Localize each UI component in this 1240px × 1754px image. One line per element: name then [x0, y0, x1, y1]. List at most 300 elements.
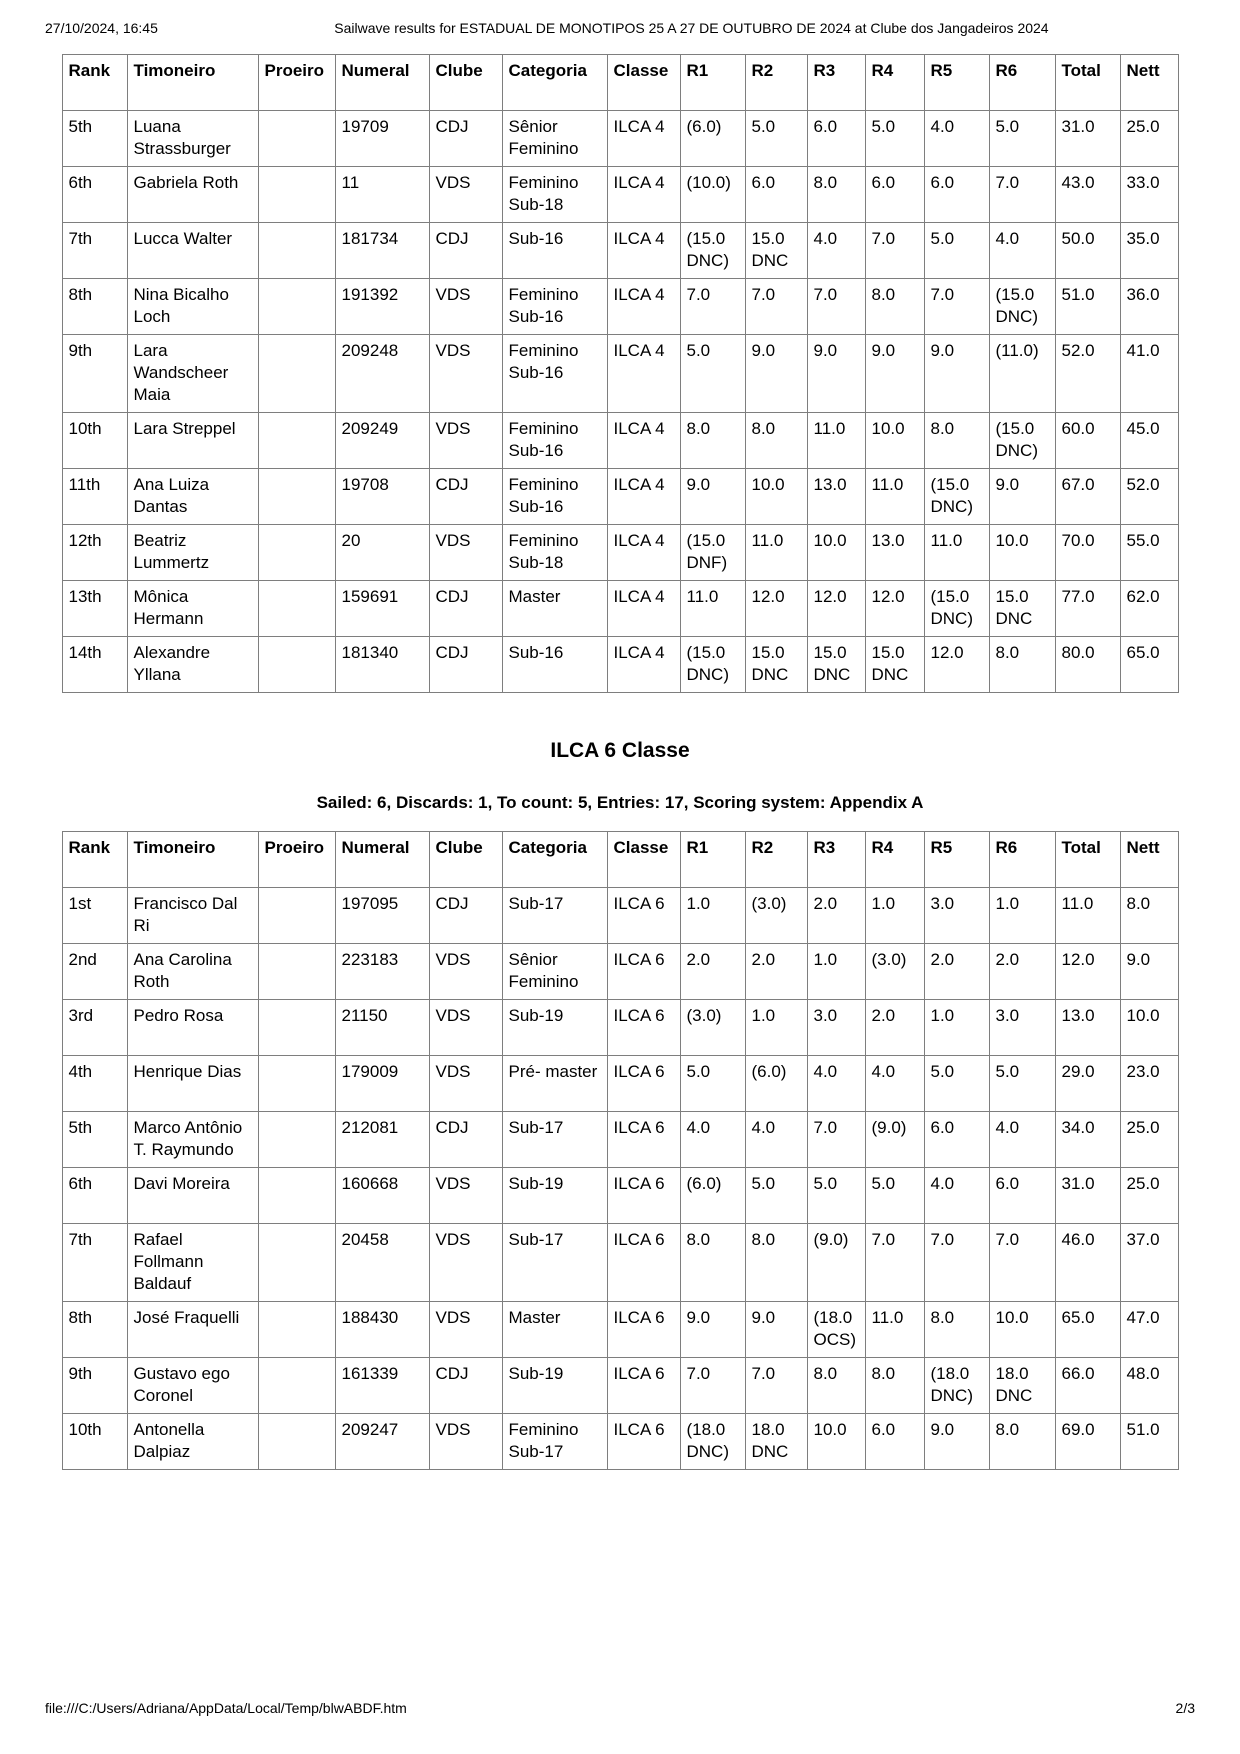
clube-cell: CDJ [429, 1358, 502, 1414]
r6-cell: 5.0 [989, 111, 1055, 167]
timoneiro-cell: Francisco Dal Ri [127, 888, 258, 944]
rank-cell: 11th [62, 469, 127, 525]
total-cell: 65.0 [1055, 1302, 1120, 1358]
r2-cell: 8.0 [745, 1224, 807, 1302]
r1-cell: 1.0 [680, 888, 745, 944]
r4-cell: 4.0 [865, 1056, 924, 1112]
r3-cell: 15.0 DNC [807, 637, 865, 693]
total-cell: 80.0 [1055, 637, 1120, 693]
r5-cell: 7.0 [924, 1224, 989, 1302]
r4-cell: (3.0) [865, 944, 924, 1000]
nett-cell: 52.0 [1120, 469, 1178, 525]
rank-cell: 6th [62, 167, 127, 223]
r1-cell: 5.0 [680, 1056, 745, 1112]
column-header-total: Total [1055, 55, 1120, 111]
nett-cell: 8.0 [1120, 888, 1178, 944]
clube-cell: VDS [429, 1168, 502, 1224]
r1-cell: (15.0 DNC) [680, 637, 745, 693]
column-header-r2: R2 [745, 832, 807, 888]
classe-cell: ILCA 6 [607, 1358, 680, 1414]
table-row [62, 888, 1178, 944]
column-header-numeral: Numeral [335, 832, 429, 888]
proeiro-cell [258, 888, 335, 944]
timoneiro-cell: Lara Wandscheer Maia [127, 335, 258, 413]
r4-cell: 9.0 [865, 335, 924, 413]
r2-cell: 18.0 DNC [745, 1414, 807, 1470]
r2-cell: 7.0 [745, 1358, 807, 1414]
r6-cell: (11.0) [989, 335, 1055, 413]
r2-cell: 2.0 [745, 944, 807, 1000]
column-header-r2: R2 [745, 55, 807, 111]
classe-cell: ILCA 6 [607, 1414, 680, 1470]
classe-cell: ILCA 4 [607, 637, 680, 693]
r5-cell: 1.0 [924, 1000, 989, 1056]
r1-cell: (6.0) [680, 111, 745, 167]
categoria-cell: Feminino Sub-16 [502, 279, 607, 335]
r5-cell: 9.0 [924, 335, 989, 413]
rank-cell: 5th [62, 1112, 127, 1168]
total-cell: 43.0 [1055, 167, 1120, 223]
table-row [62, 944, 1178, 1000]
r4-cell: 8.0 [865, 1358, 924, 1414]
r2-cell: 11.0 [745, 525, 807, 581]
categoria-cell: Feminino Sub-16 [502, 335, 607, 413]
column-header-proeiro: Proeiro [258, 55, 335, 111]
categoria-cell: Sub-19 [502, 1358, 607, 1414]
rank-cell: 10th [62, 413, 127, 469]
r3-cell: 12.0 [807, 581, 865, 637]
rank-cell: 6th [62, 1168, 127, 1224]
timoneiro-cell: José Fraquelli [127, 1302, 258, 1358]
clube-cell: CDJ [429, 223, 502, 279]
column-header-clube: Clube [429, 832, 502, 888]
nett-cell: 35.0 [1120, 223, 1178, 279]
r1-cell: (10.0) [680, 167, 745, 223]
r3-cell: 4.0 [807, 223, 865, 279]
r1-cell: 8.0 [680, 1224, 745, 1302]
total-cell: 52.0 [1055, 335, 1120, 413]
nett-cell: 55.0 [1120, 525, 1178, 581]
r2-cell: 4.0 [745, 1112, 807, 1168]
column-header-r5: R5 [924, 832, 989, 888]
r1-cell: 7.0 [680, 279, 745, 335]
numeral-cell: 212081 [335, 1112, 429, 1168]
r1-cell: (18.0 DNC) [680, 1414, 745, 1470]
r2-cell: 15.0 DNC [745, 223, 807, 279]
total-cell: 12.0 [1055, 944, 1120, 1000]
total-cell: 69.0 [1055, 1414, 1120, 1470]
nett-cell: 10.0 [1120, 1000, 1178, 1056]
table-row [62, 279, 1178, 335]
classe-cell: ILCA 6 [607, 888, 680, 944]
numeral-cell: 19709 [335, 111, 429, 167]
clube-cell: CDJ [429, 469, 502, 525]
timoneiro-cell: Henrique Dias [127, 1056, 258, 1112]
table-header-row [62, 832, 1178, 888]
timoneiro-cell: Gustavo ego Coronel [127, 1358, 258, 1414]
total-cell: 60.0 [1055, 413, 1120, 469]
r4-cell: (9.0) [865, 1112, 924, 1168]
r3-cell: 9.0 [807, 335, 865, 413]
r1-cell: 8.0 [680, 413, 745, 469]
nett-cell: 25.0 [1120, 1112, 1178, 1168]
timoneiro-cell: Ana Carolina Roth [127, 944, 258, 1000]
r5-cell: (15.0 DNC) [924, 581, 989, 637]
numeral-cell: 179009 [335, 1056, 429, 1112]
nett-cell: 48.0 [1120, 1358, 1178, 1414]
proeiro-cell [258, 581, 335, 637]
r5-cell: 5.0 [924, 1056, 989, 1112]
r5-cell: 8.0 [924, 1302, 989, 1358]
table-row [62, 413, 1178, 469]
proeiro-cell [258, 525, 335, 581]
classe-cell: ILCA 4 [607, 223, 680, 279]
classe-cell: ILCA 4 [607, 279, 680, 335]
column-header-r1: R1 [680, 832, 745, 888]
column-header-numeral: Numeral [335, 55, 429, 111]
column-header-categoria: Categoria [502, 55, 607, 111]
classe-cell: ILCA 6 [607, 1056, 680, 1112]
categoria-cell: Sub-19 [502, 1000, 607, 1056]
clube-cell: VDS [429, 335, 502, 413]
clube-cell: VDS [429, 525, 502, 581]
rank-cell: 14th [62, 637, 127, 693]
clube-cell: VDS [429, 1302, 502, 1358]
nett-cell: 25.0 [1120, 111, 1178, 167]
rank-cell: 9th [62, 335, 127, 413]
categoria-cell: Sub-17 [502, 888, 607, 944]
timoneiro-cell: Pedro Rosa [127, 1000, 258, 1056]
r3-cell: 4.0 [807, 1056, 865, 1112]
r4-cell: 7.0 [865, 223, 924, 279]
proeiro-cell [258, 469, 335, 525]
r1-cell: 11.0 [680, 581, 745, 637]
proeiro-cell [258, 413, 335, 469]
r4-cell: 2.0 [865, 1000, 924, 1056]
table-row [62, 637, 1178, 693]
r3-cell: 13.0 [807, 469, 865, 525]
print-header [45, 20, 1195, 36]
categoria-cell: Feminino Sub-16 [502, 413, 607, 469]
classe-cell: ILCA 4 [607, 581, 680, 637]
table-row [62, 1414, 1178, 1470]
timoneiro-cell: Ana Luiza Dantas [127, 469, 258, 525]
r2-cell: 10.0 [745, 469, 807, 525]
numeral-cell: 20458 [335, 1224, 429, 1302]
r4-cell: 13.0 [865, 525, 924, 581]
r5-cell: (15.0 DNC) [924, 469, 989, 525]
r6-cell: 7.0 [989, 1224, 1055, 1302]
r2-cell: 15.0 DNC [745, 637, 807, 693]
numeral-cell: 209247 [335, 1414, 429, 1470]
table-row [62, 581, 1178, 637]
nett-cell: 37.0 [1120, 1224, 1178, 1302]
r4-cell: 12.0 [865, 581, 924, 637]
categoria-cell: Sênior Feminino [502, 111, 607, 167]
timoneiro-cell: Alexandre Yllana [127, 637, 258, 693]
clube-cell: VDS [429, 1000, 502, 1056]
numeral-cell: 223183 [335, 944, 429, 1000]
r4-cell: 11.0 [865, 1302, 924, 1358]
proeiro-cell [258, 111, 335, 167]
rank-cell: 2nd [62, 944, 127, 1000]
r6-cell: (15.0 DNC) [989, 413, 1055, 469]
proeiro-cell [258, 944, 335, 1000]
clube-cell: CDJ [429, 111, 502, 167]
ilca6-class-heading: ILCA 6 Classe [550, 739, 690, 762]
numeral-cell: 20 [335, 525, 429, 581]
r5-cell: 6.0 [924, 1112, 989, 1168]
classe-cell: ILCA 6 [607, 1302, 680, 1358]
r6-cell: 9.0 [989, 469, 1055, 525]
ilca6-series-summary: Sailed: 6, Discards: 1, To count: 5, Entries: 17, Scoring system: Appendix A [316, 793, 924, 812]
r1-cell: (3.0) [680, 1000, 745, 1056]
table-row [62, 1112, 1178, 1168]
column-header-rank: Rank [62, 832, 127, 888]
classe-cell: ILCA 6 [607, 1168, 680, 1224]
proeiro-cell [258, 279, 335, 335]
r6-cell: 3.0 [989, 1000, 1055, 1056]
r5-cell: 9.0 [924, 1414, 989, 1470]
clube-cell: VDS [429, 1414, 502, 1470]
nett-cell: 25.0 [1120, 1168, 1178, 1224]
total-cell: 50.0 [1055, 223, 1120, 279]
r5-cell: (18.0 DNC) [924, 1358, 989, 1414]
numeral-cell: 181340 [335, 637, 429, 693]
numeral-cell: 161339 [335, 1358, 429, 1414]
r5-cell: 6.0 [924, 167, 989, 223]
categoria-cell: Sênior Feminino [502, 944, 607, 1000]
clube-cell: CDJ [429, 888, 502, 944]
column-header-r3: R3 [807, 832, 865, 888]
column-header-clube: Clube [429, 55, 502, 111]
r6-cell: 6.0 [989, 1168, 1055, 1224]
classe-cell: ILCA 4 [607, 525, 680, 581]
table-row [62, 223, 1178, 279]
rank-cell: 5th [62, 111, 127, 167]
timoneiro-cell: Davi Moreira [127, 1168, 258, 1224]
proeiro-cell [258, 637, 335, 693]
r3-cell: 10.0 [807, 1414, 865, 1470]
r3-cell: 8.0 [807, 167, 865, 223]
categoria-cell: Feminino Sub-18 [502, 525, 607, 581]
rank-cell: 3rd [62, 1000, 127, 1056]
clube-cell: CDJ [429, 637, 502, 693]
r6-cell: 7.0 [989, 167, 1055, 223]
proeiro-cell [258, 223, 335, 279]
categoria-cell: Master [502, 581, 607, 637]
numeral-cell: 181734 [335, 223, 429, 279]
r1-cell: 2.0 [680, 944, 745, 1000]
footer-file-url: file:///C:/Users/Adriana/AppData/Local/Temp/blwABDF.htm [45, 1700, 407, 1716]
nett-cell: 62.0 [1120, 581, 1178, 637]
timoneiro-cell: Gabriela Roth [127, 167, 258, 223]
r3-cell: 1.0 [807, 944, 865, 1000]
proeiro-cell [258, 335, 335, 413]
r2-cell: 9.0 [745, 335, 807, 413]
categoria-cell: Sub-17 [502, 1112, 607, 1168]
r6-cell: (15.0 DNC) [989, 279, 1055, 335]
column-header-proeiro: Proeiro [258, 832, 335, 888]
r6-cell: 18.0 DNC [989, 1358, 1055, 1414]
r5-cell: 12.0 [924, 637, 989, 693]
r5-cell: 11.0 [924, 525, 989, 581]
r3-cell: (9.0) [807, 1224, 865, 1302]
classe-cell: ILCA 4 [607, 111, 680, 167]
table-row [62, 469, 1178, 525]
r6-cell: 4.0 [989, 223, 1055, 279]
r1-cell: 9.0 [680, 1302, 745, 1358]
timoneiro-cell: Mônica Hermann [127, 581, 258, 637]
rank-cell: 1st [62, 888, 127, 944]
clube-cell: CDJ [429, 581, 502, 637]
r5-cell: 8.0 [924, 413, 989, 469]
total-cell: 46.0 [1055, 1224, 1120, 1302]
numeral-cell: 11 [335, 167, 429, 223]
r5-cell: 7.0 [924, 279, 989, 335]
column-header-classe: Classe [607, 55, 680, 111]
numeral-cell: 191392 [335, 279, 429, 335]
r1-cell: (15.0 DNC) [680, 223, 745, 279]
r2-cell: 8.0 [745, 413, 807, 469]
ilca4-results-table [62, 54, 1179, 693]
categoria-cell: Feminino Sub-17 [502, 1414, 607, 1470]
print-datetime: 27/10/2024, 16:45 [45, 20, 158, 36]
rank-cell: 13th [62, 581, 127, 637]
clube-cell: VDS [429, 167, 502, 223]
column-header-total: Total [1055, 832, 1120, 888]
column-header-r1: R1 [680, 55, 745, 111]
r3-cell: 10.0 [807, 525, 865, 581]
r1-cell: 5.0 [680, 335, 745, 413]
r3-cell: 2.0 [807, 888, 865, 944]
column-header-rank: Rank [62, 55, 127, 111]
timoneiro-cell: Rafael Follmann Baldauf [127, 1224, 258, 1302]
categoria-cell: Feminino Sub-18 [502, 167, 607, 223]
table-row [62, 1358, 1178, 1414]
table-row [62, 1056, 1178, 1112]
timoneiro-cell: Marco Antônio T. Raymundo [127, 1112, 258, 1168]
table-row [62, 1302, 1178, 1358]
total-cell: 51.0 [1055, 279, 1120, 335]
r6-cell: 8.0 [989, 1414, 1055, 1470]
proeiro-cell [258, 1358, 335, 1414]
total-cell: 11.0 [1055, 888, 1120, 944]
table-row [62, 335, 1178, 413]
clube-cell: VDS [429, 1056, 502, 1112]
r5-cell: 2.0 [924, 944, 989, 1000]
column-header-r3: R3 [807, 55, 865, 111]
r2-cell: 6.0 [745, 167, 807, 223]
proeiro-cell [258, 167, 335, 223]
r2-cell: (6.0) [745, 1056, 807, 1112]
clube-cell: VDS [429, 279, 502, 335]
numeral-cell: 160668 [335, 1168, 429, 1224]
column-header-r4: R4 [865, 832, 924, 888]
r1-cell: 4.0 [680, 1112, 745, 1168]
column-header-timoneiro: Timoneiro [127, 55, 258, 111]
timoneiro-cell: Luana Strassburger [127, 111, 258, 167]
numeral-cell: 209249 [335, 413, 429, 469]
r1-cell: 9.0 [680, 469, 745, 525]
r4-cell: 7.0 [865, 1224, 924, 1302]
classe-cell: ILCA 4 [607, 469, 680, 525]
proeiro-cell [258, 1224, 335, 1302]
r2-cell: 1.0 [745, 1000, 807, 1056]
print-document-title: Sailwave results for ESTADUAL DE MONOTIPOS 25 A 27 DE OUTUBRO DE 2024 at Clube dos Jangadeiros 2024 [334, 20, 1049, 36]
rank-cell: 4th [62, 1056, 127, 1112]
footer-page-number: 2/3 [1175, 1700, 1195, 1716]
nett-cell: 51.0 [1120, 1414, 1178, 1470]
timoneiro-cell: Lara Streppel [127, 413, 258, 469]
proeiro-cell [258, 1302, 335, 1358]
classe-cell: ILCA 4 [607, 167, 680, 223]
timoneiro-cell: Nina Bicalho Loch [127, 279, 258, 335]
classe-cell: ILCA 4 [607, 413, 680, 469]
r2-cell: 12.0 [745, 581, 807, 637]
table-header-row [62, 55, 1178, 111]
r6-cell: 4.0 [989, 1112, 1055, 1168]
column-header-classe: Classe [607, 832, 680, 888]
r3-cell: 3.0 [807, 1000, 865, 1056]
clube-cell: VDS [429, 1224, 502, 1302]
r1-cell: 7.0 [680, 1358, 745, 1414]
nett-cell: 65.0 [1120, 637, 1178, 693]
classe-cell: ILCA 6 [607, 944, 680, 1000]
r6-cell: 8.0 [989, 637, 1055, 693]
column-header-r6: R6 [989, 55, 1055, 111]
nett-cell: 23.0 [1120, 1056, 1178, 1112]
r2-cell: 5.0 [745, 1168, 807, 1224]
total-cell: 66.0 [1055, 1358, 1120, 1414]
rank-cell: 10th [62, 1414, 127, 1470]
clube-cell: CDJ [429, 1112, 502, 1168]
print-footer [45, 1700, 1195, 1716]
r3-cell: 8.0 [807, 1358, 865, 1414]
classe-cell: ILCA 6 [607, 1224, 680, 1302]
categoria-cell: Master [502, 1302, 607, 1358]
rank-cell: 12th [62, 525, 127, 581]
r4-cell: 6.0 [865, 1414, 924, 1470]
column-header-nett: Nett [1120, 832, 1178, 888]
categoria-cell: Sub-19 [502, 1168, 607, 1224]
r3-cell: (18.0 OCS) [807, 1302, 865, 1358]
r6-cell: 5.0 [989, 1056, 1055, 1112]
r6-cell: 10.0 [989, 1302, 1055, 1358]
total-cell: 31.0 [1055, 1168, 1120, 1224]
r1-cell: (6.0) [680, 1168, 745, 1224]
nett-cell: 47.0 [1120, 1302, 1178, 1358]
categoria-cell: Sub-16 [502, 637, 607, 693]
column-header-timoneiro: Timoneiro [127, 832, 258, 888]
rank-cell: 8th [62, 1302, 127, 1358]
r4-cell: 15.0 DNC [865, 637, 924, 693]
r6-cell: 10.0 [989, 525, 1055, 581]
column-header-nett: Nett [1120, 55, 1178, 111]
r6-cell: 15.0 DNC [989, 581, 1055, 637]
classe-cell: ILCA 4 [607, 335, 680, 413]
timoneiro-cell: Lucca Walter [127, 223, 258, 279]
classe-cell: ILCA 6 [607, 1112, 680, 1168]
categoria-cell: Feminino Sub-16 [502, 469, 607, 525]
numeral-cell: 19708 [335, 469, 429, 525]
r2-cell: 5.0 [745, 111, 807, 167]
categoria-cell: Sub-17 [502, 1224, 607, 1302]
r4-cell: 1.0 [865, 888, 924, 944]
nett-cell: 36.0 [1120, 279, 1178, 335]
table-row [62, 1224, 1178, 1302]
total-cell: 67.0 [1055, 469, 1120, 525]
